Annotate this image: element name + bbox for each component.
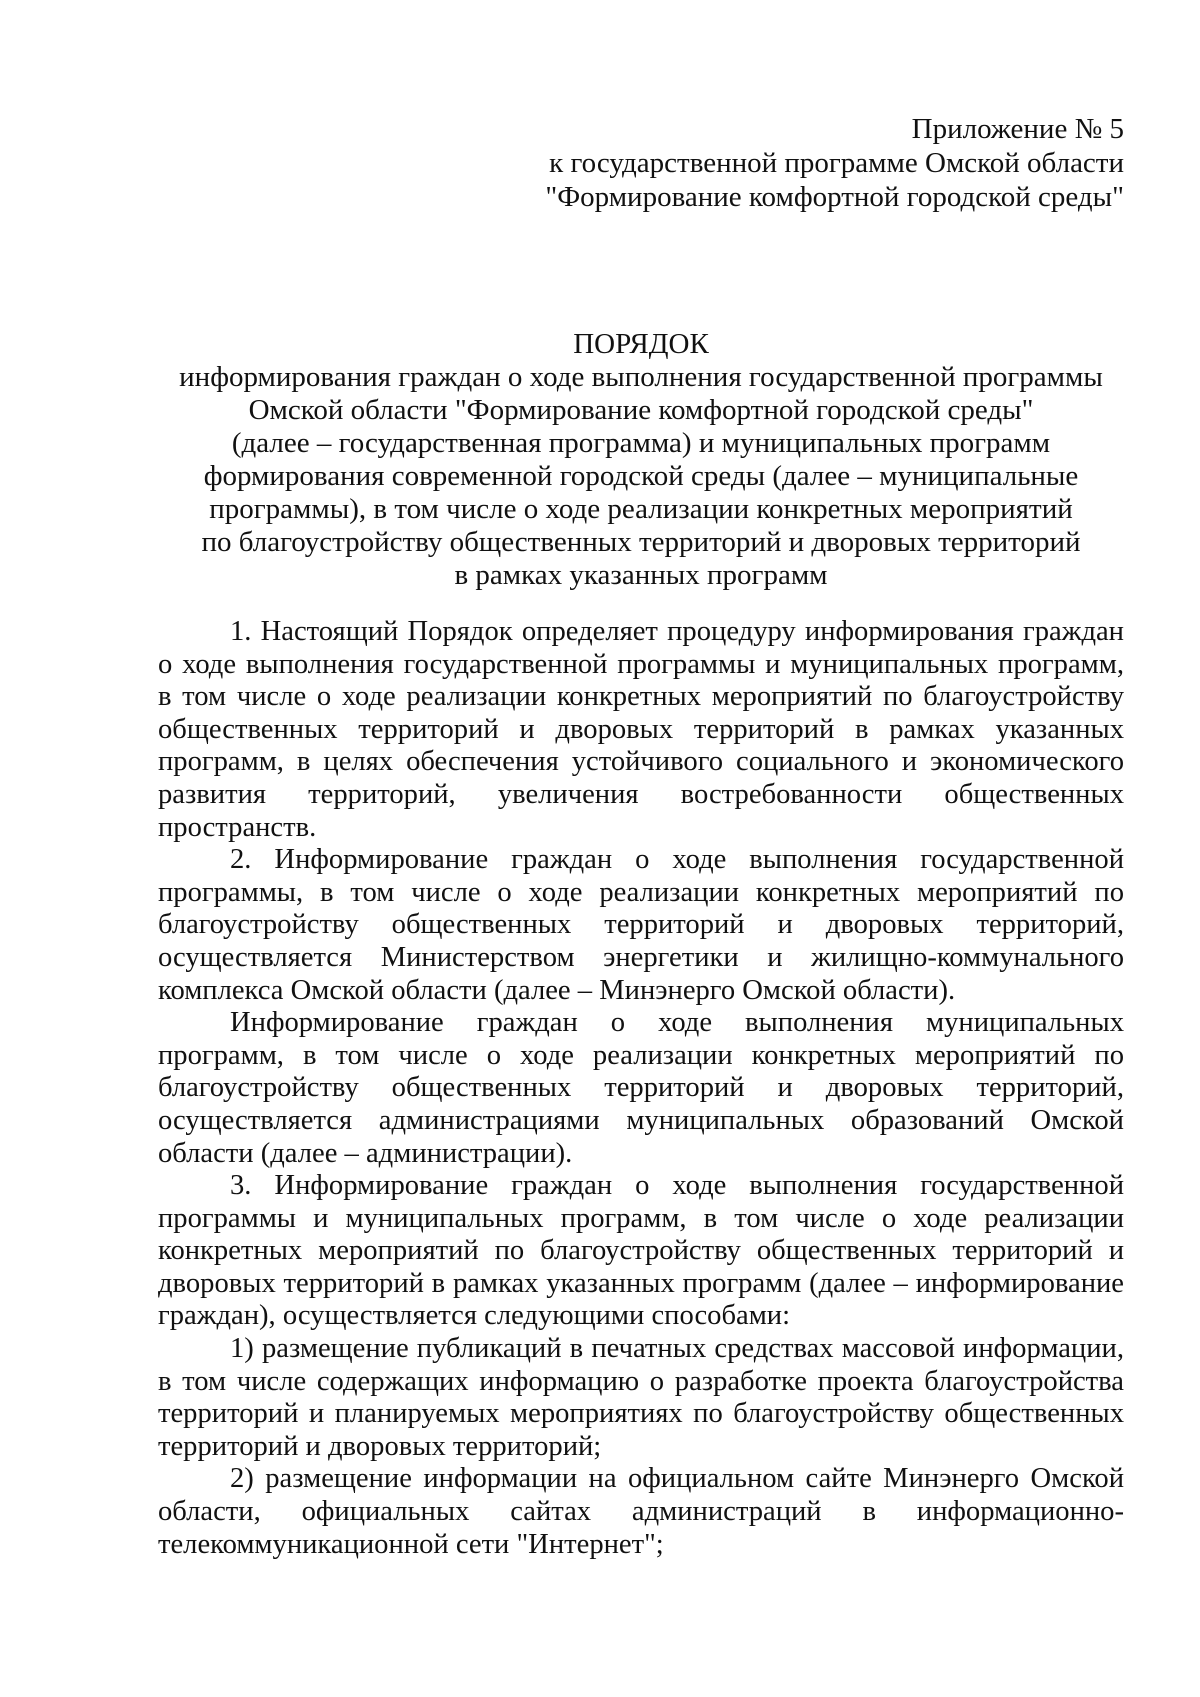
appendix-number: Приложение № 5 [911, 113, 1124, 145]
title-line: Омской области "Формирование комфортной городской среды" [248, 394, 1034, 426]
title-line: формирования современной городской среды (далее – муниципальные [203, 460, 1079, 492]
document-title [158, 328, 1124, 592]
paragraph-1: 1. Настоящий Порядок определяет процедуру информирования граждан о ходе выполнения государственной программы и муниципальных программ, в том числе о ходе реализации конкретных мероприятий по благоустройству общественных территорий и дворовых территорий в рамках указанных программ, в целях обеспечения устойчивого социального и экономического развития территорий, увеличения востребованности общественных пространств. [158, 616, 1124, 843]
appendix-program-ref: к государственной программе Омской области [549, 147, 1124, 179]
paragraph-2: 2. Информирование граждан о ходе выполнения государственной программы, в том числе о ходе реализации конкретных мероприятий по благоустройству общественных территорий и дворовых территорий, осуществляется Министерством энергетики и жилищно-коммунального комплекса Омской области (далее – Минэнерго Омской области). [158, 844, 1124, 1006]
document-page [158, 0, 1124, 1697]
title-line: в рамках указанных программ [454, 559, 828, 591]
title-line: по благоустройству общественных территорий и дворовых территорий [201, 526, 1081, 558]
appendix-program-name: "Формирование комфортной городской среды" [545, 181, 1124, 213]
list-item-2: 2) размещение информации на официальном сайте Минэнерго Омской области, официальных сайтах администраций в информационно-телекоммуникационной сети "Интернет"; [158, 1463, 1124, 1560]
title-heading: ПОРЯДОК [573, 328, 709, 360]
title-line: программы), в том числе о ходе реализации конкретных мероприятий [209, 493, 1073, 525]
paragraph-3: 3. Информирование граждан о ходе выполнения государственной программы и муниципальных программ, в том числе о ходе реализации конкретных мероприятий по благоустройству общественных территорий и дворовых территорий в рамках указанных программ (далее – информирование граждан), осуществляется следующими способами: [158, 1170, 1124, 1332]
list-item-1: 1) размещение публикаций в печатных средствах массовой информации, в том числе содержащих информацию о разработке проекта благоустройства территорий и планируемых мероприятиях по благоустройству общественных территорий и дворовых территорий; [158, 1333, 1124, 1462]
title-line: информирования граждан о ходе выполнения государственной программы [179, 361, 1103, 393]
title-line: (далее – государственная программа) и муниципальных программ [231, 427, 1051, 459]
document-body [158, 616, 1124, 1561]
paragraph-2-continued: Информирование граждан о ходе выполнения муниципальных программ, в том числе о ходе реализации конкретных мероприятий по благоустройству общественных территорий и дворовых территорий, осуществляется администрациями муниципальных образований Омской области (далее – администрации). [158, 1007, 1124, 1169]
appendix-header [545, 112, 1124, 214]
